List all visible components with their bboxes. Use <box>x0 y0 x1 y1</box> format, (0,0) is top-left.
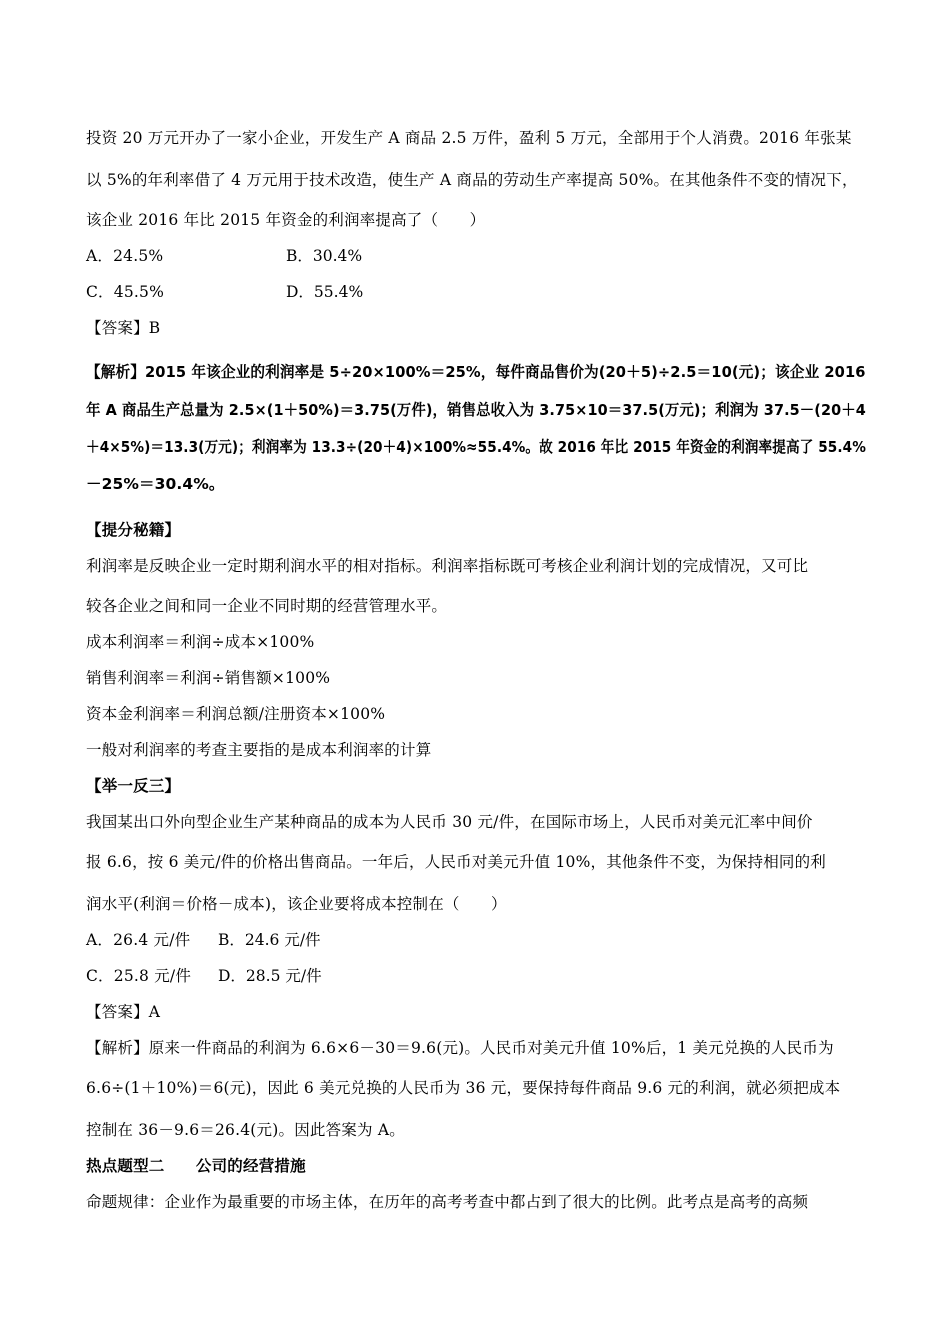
q1-stem-line-2: 以 5%的年利率借了 4 万元用于技术改造，使生产 A 商品的劳动生产率提高 50%。在其他条件不变的情况下， <box>86 171 858 189</box>
q1-option-d: D．55.4% <box>286 283 364 301</box>
tips-formula-sales: 销售利润率＝利润÷销售额×100% <box>86 669 331 687</box>
practice-option-b: B．24.6 元/件 <box>218 931 321 949</box>
q1-answer: 【答案】B <box>86 319 161 337</box>
tips-formula-cost: 成本利润率＝利润÷成本×100% <box>86 633 315 651</box>
practice-stem-line-1: 我国某出口外向型企业生产某种商品的成本为人民币 30 元/件，在国际市场上，人民币对美元汇率中间价 <box>86 813 813 831</box>
section2-line-1: 命题规律：企业作为最重要的市场主体，在历年的高考考查中都占到了很大的比例。此考点是高考的高频 <box>86 1193 809 1211</box>
q1-analysis-line-1: 【解析】2015 年该企业的利润率是 5÷20×100%＝25%，每件商品售价为(20＋5)÷2.5＝10(元)；该企业 2016 <box>86 363 866 381</box>
tips-line-last: 一般对利润率的考查主要指的是成本利润率的计算 <box>86 741 432 759</box>
practice-analysis-line-2: 6.6÷(1＋10%)＝6(元)，因此 6 美元兑换的人民币为 36 元，要保持每件商品 9.6 元的利润，就必须把成本 <box>86 1079 841 1097</box>
practice-heading: 【举一反三】 <box>86 777 181 795</box>
q1-analysis-line-4: －25%＝30.4%。 <box>86 475 225 493</box>
practice-option-a: A．26.4 元/件 <box>86 931 191 949</box>
tips-line-1: 利润率是反映企业一定时期利润水平的相对指标。利润率指标既可考核企业利润计划的完成情况，又可比 <box>86 557 809 575</box>
practice-stem-line-2: 报 6.6，按 6 美元/件的价格出售商品。一年后，人民币对美元升值 10%，其他条件不变，为保持相同的利 <box>86 853 826 871</box>
practice-stem-line-3: 润水平(利润＝价格－成本)，该企业要将成本控制在（ ） <box>86 895 507 913</box>
practice-option-c: C．25.8 元/件 <box>86 967 192 985</box>
tips-line-2: 较各企业之间和同一企业不同时期的经营管理水平。 <box>86 597 448 615</box>
section2-heading: 热点题型二 公司的经营措施 <box>86 1157 306 1175</box>
q1-stem-line-1: 投资 20 万元开办了一家小企业，开发生产 A 商品 2.5 万件，盈利 5 万元，全部用于个人消费。2016 年张某 <box>86 129 852 147</box>
tips-formula-capital: 资本金利润率＝利润总额/注册资本×100% <box>86 705 386 723</box>
q1-analysis-line-3: ＋4×5%)＝13.3(万元)；利润率为 13.3÷(20＋4)×100%≈55.4%。故 2016 年比 2015 年资金的利润率提高了 55.4% <box>86 438 866 456</box>
practice-analysis-line-3: 控制在 36－9.6＝26.4(元)。因此答案为 A。 <box>86 1121 405 1139</box>
tips-heading: 【提分秘籍】 <box>86 521 181 539</box>
q1-stem-line-3: 该企业 2016 年比 2015 年资金的利润率提高了（ ） <box>86 211 486 229</box>
q1-option-a: A．24.5% <box>86 247 164 265</box>
q1-option-c: C．45.5% <box>86 283 164 301</box>
practice-answer: 【答案】A <box>86 1003 161 1021</box>
q1-option-b: B．30.4% <box>286 247 363 265</box>
practice-option-d: D．28.5 元/件 <box>218 967 322 985</box>
practice-analysis-line-1: 【解析】原来一件商品的利润为 6.6×6－30＝9.6(元)。人民币对美元升值 10%后，1 美元兑换的人民币为 <box>86 1039 834 1057</box>
q1-analysis-line-2: 年 A 商品生产总量为 2.5×(1＋50%)＝3.75(万件)，销售总收入为 3.75×10＝37.5(万元)；利润为 37.5－(20＋4 <box>86 401 866 419</box>
